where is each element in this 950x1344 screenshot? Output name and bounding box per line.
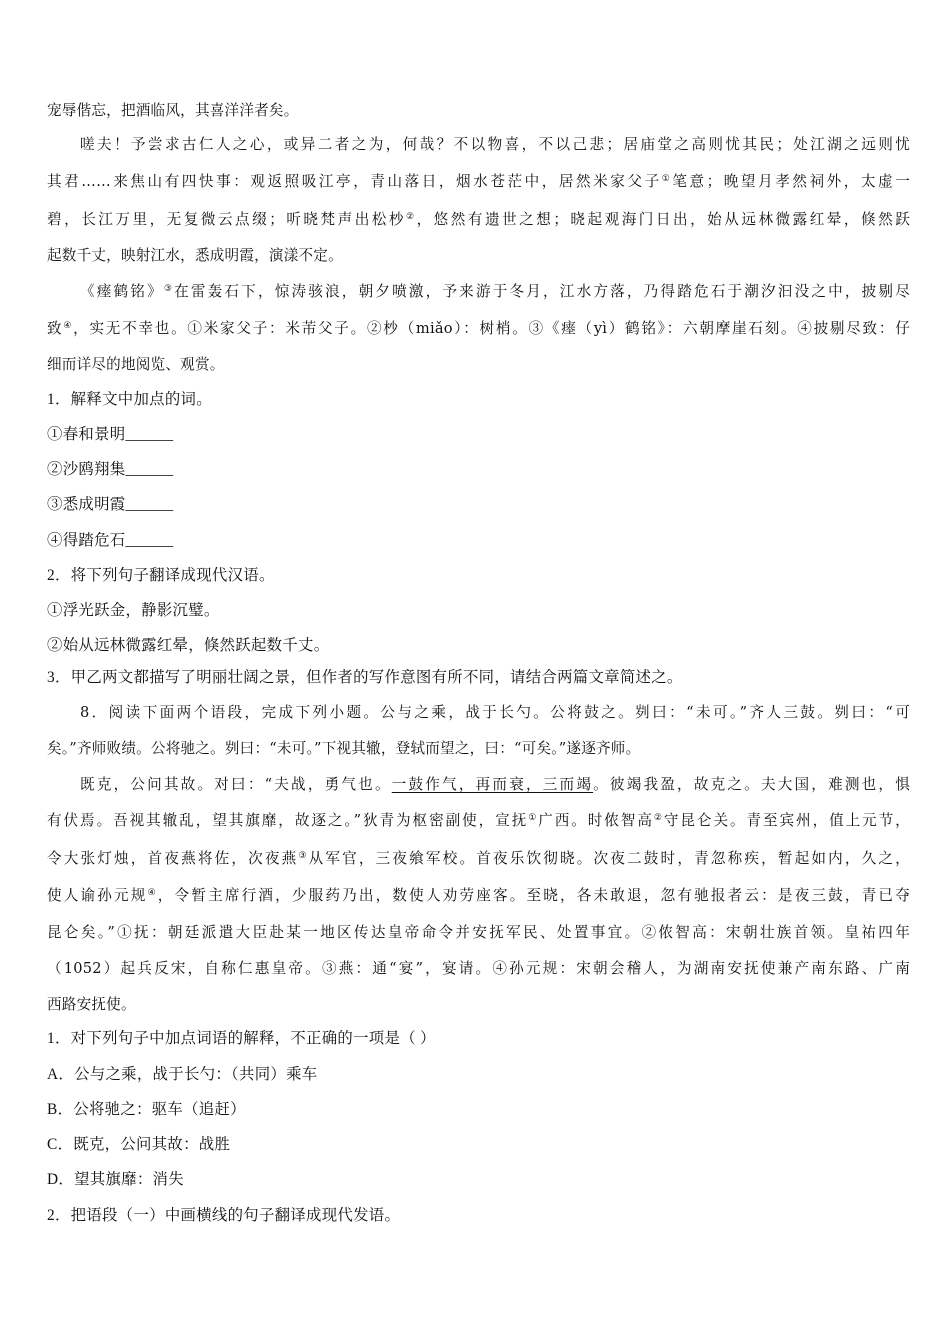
question-b1: 1．对下列句子中加点词语的解释，不正确的一项是（ ） <box>47 1030 436 1047</box>
footnote-marker: ② <box>653 813 664 823</box>
passage-b-line: （1052）起兵反宋，自称仁惠皇帝。③燕：通“宴”，宴请。④孙元规：宋朝会稽人，为湖南安抚使兼产南东路、广南 <box>47 960 910 977</box>
question-b2: 2．把语段（一）中画横线的句子翻译成现代发语。 <box>47 1207 401 1224</box>
question-a1-item: ①春和景明______ <box>47 426 174 443</box>
option-a: A．公与之乘，战于长勺：（共同）乘车 <box>47 1066 318 1083</box>
question-a2-item: ①浮光跃金，静影沉璧。 <box>47 602 220 619</box>
passage-a-line: 起数千丈，映射江水，悉成明霞，演漾不定。 <box>47 247 343 264</box>
option-d: D．望其旗靡：消失 <box>47 1171 184 1188</box>
question-a1-item: ③悉成明霞______ <box>47 496 174 513</box>
question-a3: 3．甲乙两文都描写了明丽壮阔之景，但作者的写作意图有所不同，请结合两篇文章简述之。 <box>47 669 683 686</box>
footnote-marker: ③ <box>163 284 175 294</box>
question-a2-item: ②始从远林微露红晕，倏然跃起数千丈。 <box>47 637 330 654</box>
question-a1: 1．解释文中加点的词。 <box>47 391 212 408</box>
passage-a-line: 《瘗鹤铭》③在雷轰石下，惊涛骇浪，朝夕喷激，予来游于冬月，江水方落，乃得踏危石于潮汐汩没之中，披剔尽 <box>80 283 910 300</box>
passage-a-line: 碧，长江万里，无复微云点缀；听晓梵声出松杪②，悠然有遗世之想；晓起观海门日出，始从远林微露红晕，倏然跃 <box>47 211 910 228</box>
passage-a-line: 嗟夫！予尝求古仁人之心，或异二者之为，何哉？不以物喜，不以己悲；居庙堂之高则忧其民；处江湖之远则忧 <box>80 136 910 153</box>
footnote-marker: ④ <box>63 321 74 331</box>
option-b: B．公将驰之：驱车（追赶） <box>47 1101 246 1118</box>
passage-b-line: 矣。”齐师败绩。公将驰之。刿曰：“未可。”下视其辙，登轼而望之，曰：“可矣。”遂逐齐师。 <box>47 740 641 757</box>
footnote-marker: ③ <box>298 851 309 861</box>
passage-b-line: 8．阅读下面两个语段，完成下列小题。公与之乘，战于长勺。公将鼓之。刿曰：“未可。”齐人三鼓。刿曰：“可 <box>80 704 910 721</box>
footnote-marker: ② <box>405 212 417 222</box>
passage-b-line: 使人谕孙元规④，令暂主席行酒，少服药乃出，数使人劝劳座客。至晓，各未敢退，忽有驰报者云：是夜三鼓，青已夺 <box>47 887 910 904</box>
question-a1-item: ④得踏危石______ <box>47 532 174 549</box>
passage-a-line: 宠辱偕忘，把酒临风，其喜洋洋者矣。 <box>47 102 299 119</box>
underlined-sentence: 一鼓作气，再而衰，三而竭 <box>391 776 594 793</box>
question-a1-item: ②沙鸥翔集______ <box>47 461 174 478</box>
passage-b-line: 令大张灯烛，首夜燕将佐，次夜燕③从军官，三夜飨军校。首夜乐饮彻晓。次夜二鼓时，青忽称疾，暂起如内，久之， <box>47 850 910 867</box>
passage-b-line: 西路安抚使。 <box>47 996 136 1013</box>
passage-b-line: 既克，公问其故。对曰：“夫战，勇气也。一鼓作气，再而衰，三而竭。彼竭我盈，故克之。夫大国，难测也，惧 <box>80 776 910 793</box>
passage-a-line: 细而详尽的地阅览、观赏。 <box>47 356 225 373</box>
footnote-marker: ④ <box>147 888 158 898</box>
passage-a-line: 致④，实无不幸也。①米家父子：米芾父子。②杪（miǎo）：树梢。③《瘗（yì）鹤铭》：六朝摩崖石刻。④披剔尽致：仔 <box>47 320 911 337</box>
option-c: C．既克，公问其故：战胜 <box>47 1136 231 1153</box>
footnote-marker: ① <box>528 813 539 823</box>
passage-b-line: 有伏焉。吾视其辙乱，望其旗靡，故逐之。”狄青为枢密副使，宣抚①广西。时侬智高②守昆仑关。青至宾州，值上元节， <box>47 812 910 829</box>
question-a2: 2．将下列句子翻译成现代汉语。 <box>47 567 275 584</box>
footnote-marker: ① <box>661 174 673 184</box>
passage-a-line: 其君……来焦山有四快事：观返照吸江亭，青山落日，烟水苍茫中，居然米家父子①笔意；晚望月孝然祠外，太虚一 <box>47 173 910 190</box>
passage-b-line: 昆仑矣。”①抚：朝廷派遣大臣赴某一地区传达皇帝命令并安抚军民、处置事宜。②侬智高：宋朝壮族首领。皇祐四年 <box>47 924 910 941</box>
